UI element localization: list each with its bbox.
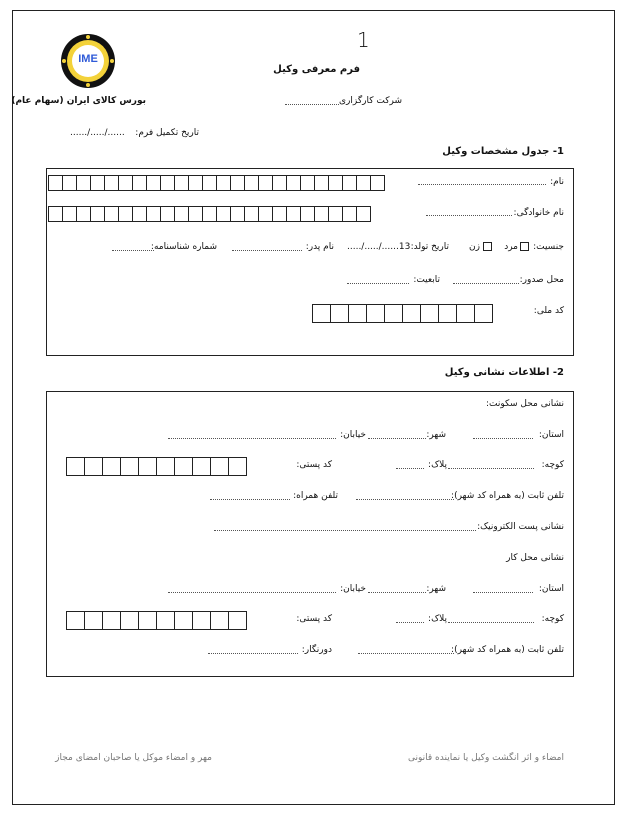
issue-place-label: محل صدور:: [519, 275, 564, 285]
home-landline-label: تلفن ثابت (به همراه کد شهر):: [451, 491, 564, 501]
nationality-field[interactable]: [347, 283, 409, 284]
male-checkbox[interactable]: [520, 242, 529, 251]
fax-field[interactable]: [208, 653, 298, 654]
home-postal-label: کد پستی:: [296, 460, 332, 470]
gender-label: جنسیت:: [533, 242, 564, 252]
fax-label: دورنگار:: [301, 645, 332, 655]
fill-date-field[interactable]: ....../...../......: [70, 128, 125, 138]
home-city-field[interactable]: [368, 438, 426, 439]
first-name-field[interactable]: [418, 184, 546, 185]
work-postal-label: کد پستی:: [296, 614, 332, 624]
id-number-label: شماره شناسنامه:: [150, 242, 217, 252]
mobile-label: تلفن همراه:: [293, 491, 338, 501]
section2-box: [46, 391, 574, 677]
first-name-cells[interactable]: [48, 175, 384, 191]
last-name-cells[interactable]: [48, 206, 370, 222]
issue-place-field[interactable]: [453, 283, 519, 284]
broker-label: شرکت کارگزاری: [338, 96, 402, 106]
email-field[interactable]: [214, 530, 476, 531]
home-province-field[interactable]: [473, 438, 533, 439]
female-checkbox[interactable]: [483, 242, 492, 251]
nationality-label: تابعیت:: [413, 275, 440, 285]
work-landline-field[interactable]: [358, 653, 454, 654]
work-street-field[interactable]: [168, 592, 336, 593]
home-street-label: خیابان:: [340, 430, 366, 440]
home-postal-cells[interactable]: [66, 457, 246, 476]
work-postal-cells[interactable]: [66, 611, 246, 630]
work-plaque-label: پلاک:: [428, 614, 447, 624]
work-province-field[interactable]: [473, 592, 533, 593]
company-name: بورس کالای ایران (سهام عام): [11, 96, 146, 106]
client-signature-label: مهر و امضاء موکل یا صاحبان امضای مجاز: [55, 753, 212, 763]
birth-date-field[interactable]: ...../...../......13: [347, 242, 411, 252]
home-plaque-label: پلاک:: [428, 460, 447, 470]
ime-logo: [60, 33, 116, 89]
logo-text: IME: [78, 53, 98, 65]
broker-field[interactable]: [285, 104, 339, 105]
first-name-label: نام:: [550, 177, 564, 187]
home-alley-label: کوچه:: [541, 460, 564, 470]
last-name-label: نام خانوادگی:: [513, 208, 564, 218]
id-number-field[interactable]: [112, 250, 154, 251]
home-alley-field[interactable]: [448, 468, 534, 469]
mobile-field[interactable]: [210, 499, 290, 500]
work-alley-label: کوچه:: [541, 614, 564, 624]
form-title: فرم معرفی وکیل: [273, 64, 360, 75]
national-code-cells[interactable]: [312, 304, 492, 323]
work-city-label: شهر:: [426, 584, 446, 594]
female-label: زن: [469, 242, 480, 252]
email-label: نشانی پست الکترونیک:: [477, 522, 564, 532]
home-city-label: شهر:: [426, 430, 446, 440]
national-code-label: کد ملی:: [533, 306, 564, 316]
section2-title: 2- اطلاعات نشانی وکیل: [444, 367, 564, 378]
father-name-field[interactable]: [232, 250, 302, 251]
last-name-field[interactable]: [426, 215, 512, 216]
page-number: 1: [357, 28, 370, 52]
home-plaque-field[interactable]: [396, 468, 424, 469]
work-landline-label: تلفن ثابت (به همراه کد شهر):: [451, 645, 564, 655]
home-landline-field[interactable]: [356, 499, 454, 500]
work-street-label: خیابان:: [340, 584, 366, 594]
home-province-label: استان:: [538, 430, 564, 440]
male-label: مرد: [504, 242, 518, 252]
work-address-label: نشانی محل کار: [506, 553, 564, 563]
home-street-field[interactable]: [168, 438, 336, 439]
work-alley-field[interactable]: [448, 622, 534, 623]
work-province-label: استان:: [538, 584, 564, 594]
section1-title: 1- جدول مشخصات وکیل: [442, 146, 564, 157]
home-address-label: نشانی محل سکونت:: [486, 399, 564, 409]
work-plaque-field[interactable]: [396, 622, 424, 623]
attorney-signature-label: امضاء و اثر انگشت وکیل یا نماینده قانونی: [407, 753, 564, 763]
father-name-label: نام پدر:: [305, 242, 334, 252]
birth-date-label: تاریخ تولد:: [410, 242, 449, 252]
section1-box: [46, 168, 574, 356]
fill-date-label: تاریخ تکمیل فرم:: [135, 128, 199, 138]
work-city-field[interactable]: [368, 592, 426, 593]
